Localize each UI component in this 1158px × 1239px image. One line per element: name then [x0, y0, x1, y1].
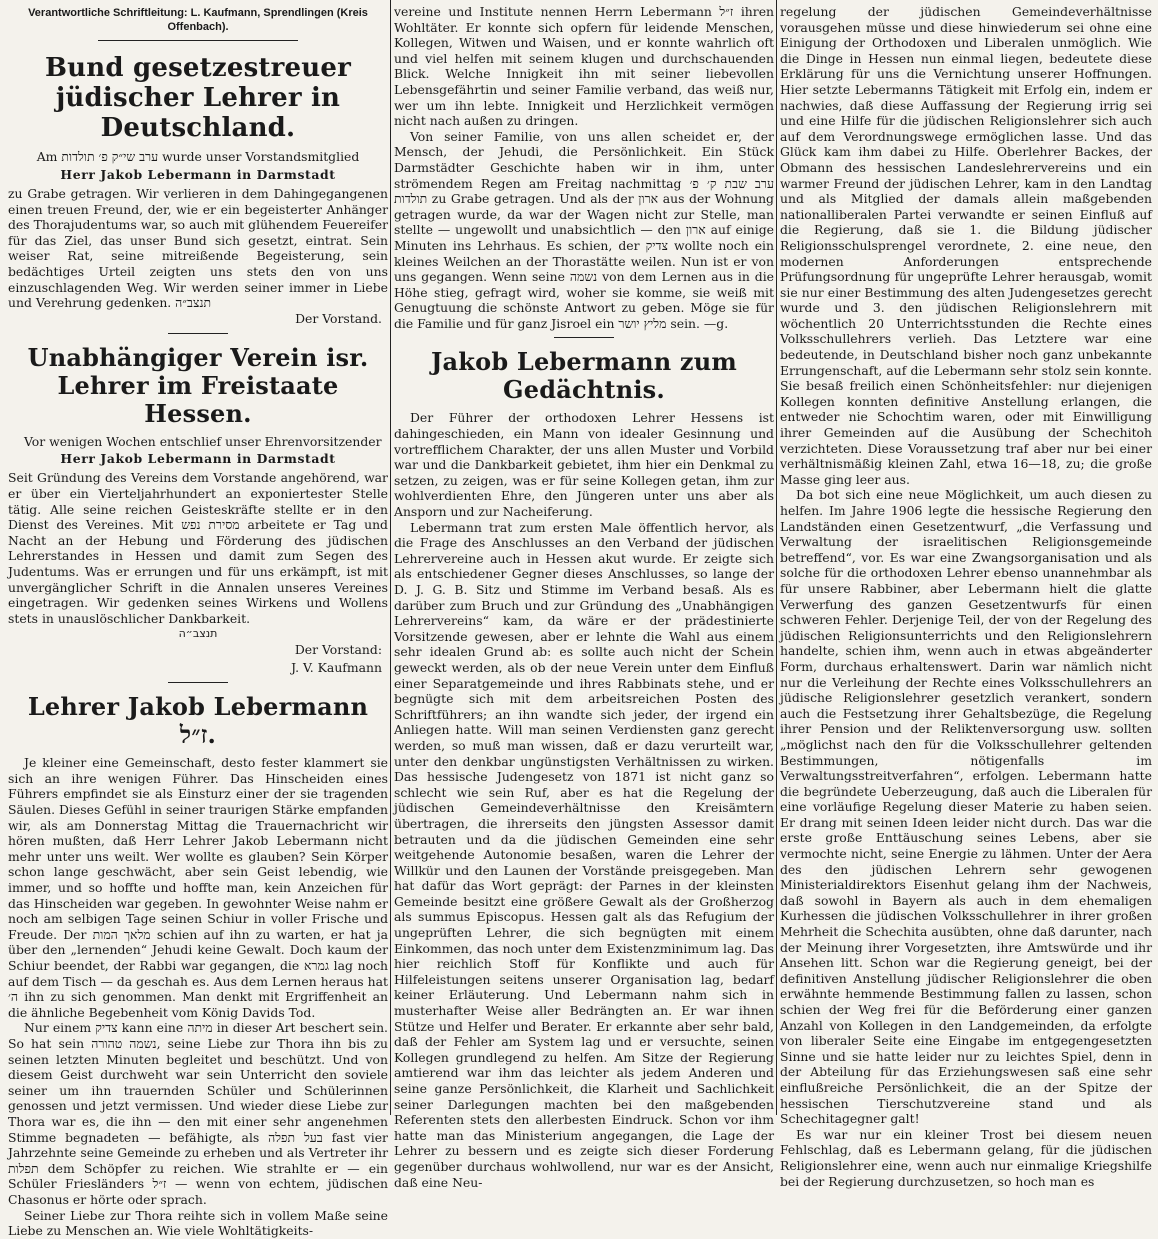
article1-body: zu Grabe getragen. Wir verlieren in dem Dahingegangenen einen treuen Freund, der, wie er ein begeisterter Anhänger des Thorajudentums war, so auch mit glühendem Feuereifer für das Ziel, das unser Bund sich gesetzt, eintrat. Sein weiser Rat, seine mitreißende Begeisterung, sein bedächtiges Urteil zeigten uns stets den von uns einzuschlagenden Weg. Wir werden seiner immer in Liebe und Verehrung gedenken. תנצב״ה — [8, 186, 388, 311]
article2-tnzbh: תנצב״ה — [178, 627, 218, 641]
article1-headline: Bund gesetzestreuer jüdischer Lehrer in Deutschland. — [44, 53, 352, 143]
divider — [98, 40, 298, 41]
article3-paragraph: Je kleiner eine Gemeinschaft, desto fester klammert sie sich an ihre wenigen Führer. Das Hinscheiden eines Führers empfindet sie als Einsturz einer der sie tragenden Säulen. Dieses Gefühl in seiner traurigen Stärke empfanden wir, als am Donnerstag Mittag die Trauernachricht wir hören mußten, daß Herr Lehrer Jakob Lebermann nicht mehr unter uns weilt. Wer wollte es glauben? Sein Körper schon lange geschwächt, aber sein Geist lebendig, wie immer, und so hoffte und hoffte man, kein Anzeichen für das Hinscheiden war gegeben. In gewohnter Weise nahm er noch am selbigen Tage seinen Schiur in voller Frische und Freude. Der מלאך המות schien auf ihn zu warten, er hat ja über den „lernenden“ Jehudi keine Gewalt. Doch kaum der Schiur beendet, der Rabbi war gegangen, die גמרא lag noch auf dem Tisch — da geschah es. Aus dem Lernen heraus hat ה׳ ihn zu sich genommen. Man denkt mit Ergriffenheit an die ähnliche Begebenheit vom König Davids Tod. — [8, 755, 388, 1020]
article4-continued-paragraph: Da bot sich eine neue Möglichkeit, um auch diesen zu helfen. Im Jahre 1906 legte die hessische Regierung den Landständen einen Gesetzentwurf, „die Verfassung und Verwaltung der israelitischen Religionsgemeinde betreffend“, vor. Es war eine Zwangsorganisation und als solche für die orthodoxen Lehrer ebenso unannehmbar als für unsere Rabbiner, aber Lebermann hielt die glatte Verwerfung des ganzen Gesetzentwurfs für einen schweren Fehler. Derjenige Teil, der von der Regelung des jüdischen Religionsunterrichts und den Religionslehrern handelte, schien ihm, wenn auch in etwas abgeänderter Form, durchaus erhaltenswert. Darin war nämlich nicht nur die Verleihung der Rechte eines Volksschullehrers an jüdische Religionslehrer gesetzlich verankert, sondern auch die Festsetzung ihrer Gehaltsbezüge, die Regelung ihrer Pension und der Reliktenversorgung usw. sollten „möglichst nach den für die Volksschullehrer geltenden Bestimmungen, nötigenfalls im Verwaltungsstreitverfahren“, erfolgen. Lebermann hatte die begründete Ueberzeugung, daß auch die Liberalen für eine vorläufige Regelung dieser Materie zu haben seien. Er drang mit seinen Ideen leider nicht durch. Das war die erste große Enttäuschung seines Lebens, aber sie vermochte nicht, seine Energie zu lähmen. Unter der Aera des den jüdischen Lehrern sehr gewogenen Ministerialdirektors Eisenhut gelang ihm der Nachweis, daß sowohl in Bayern als auch in dem ehemaligen Kurhessen die jüdischen Volksschullehrer in ihrer großen Mehrheit die Schechita ausübten, ohne daß darunter, nach der Meinung ihrer Vorgesetzten, ihre Amtswürde und ihr Ansehen litt. Schon war die Regierung geneigt, bei der definitiven Anstellung jüdischer Religionslehrer die oben erwähnte hemmende Bestimmung fallen zu lassen, schon schien der Weg frei für die Beförderung einer ganzen Anzahl von Kollegen in den Landgemeinden, da erfolgte von liberaler Seite eine Eingabe im entgegengesetzten Sinne und sie hatte leider nur zu leichtes Spiel, denn in der Abteilung für das Erziehungswesen saß eine sehr einflußreiche Persönlichkeit, die an der Spitze der hessischen Tierschutzvereine stand und als Schechitagegner galt! — [780, 487, 1152, 1127]
article4-continued-paragraph: regelung der jüdischen Gemeindeverhältnisse vorausgehen müsse und diese hinwiederum sei ohne eine Einigung der Orthodoxen und Liberalen unmöglich. Wie die Dinge in Hessen nun einmal liegen, bedeutete diese Erklärung für uns die Vernichtung unserer Hoffnungen. Hier setzte Lebermanns Tätigkeit mit Erfolg ein, indem er nachwies, daß diese Auffassung der Regierung irrig sei und eine Hilfe für die jüdischen Religionslehrer sich auch auf dem Verordnungswege ermöglichen lasse. Und das Glück kam ihm dabei zu Hilfe. Oberlehrer Backes, der Obmann des hessischen Landeslehrervereins und ein warmer Freund der jüdischen Lehrer, kam in den Landtag und als Mitglied der damals allein maßgebenden nationalliberalen Partei verwandte er seinen Einfluß auf die Regierung, daß sie 1. die Bildung jüdischer Religionsschulsprengel verordnete, 2. eine neue, den modernen Anforderungen entsprechende Prüfungsordnung für ungeprüfte Lehrer herausgab, womit sie nur einer Bestimmung des alten Judengesetzes gerecht wurde und 3. den jüdischen Religionslehrern mit wöchentlich 20 Unterrichtsstunden die Rechte eines Volksschullehrers verlieh. Das Letztere war eine bedeutende, in Deutschland bisher noch ganz unbekannte Errungenschaft, auf die Lebermann sehr stolz sein konnte. Sie besaß freilich einen Schönheitsfehler: nur diejenigen Kollegen konnten definitive Anstellung erlangen, die entweder nie Schochtim waren, oder mit Einwilligung ihrer Gemeinden auf die Ausübung der Schechitoh verzichteten. Diese Voraussetzung traf aber nur bei einer verhältnismäßig kleinen Zahl, etwa 16—18, zu; die große Masse ging leer aus. — [780, 4, 1152, 487]
column-2 — [394, 4, 775, 1190]
article4-headline: Jakob Lebermann zum Gedächtnis. — [431, 347, 737, 405]
article4-paragraph: Lebermann trat zum ersten Male öffentlich hervor, als die Frage des Anschlusses an den Verband der jüdischen Lehrervereine auch in Hessen akut wurde. Er zeigte sich als entschiedener Gegner dieses Anschlusses, so lange der D. J. G. B. Sitz und Stimme im Verband besaß. Als es darüber zum Bruch und zur Gründung des „Unabhängigen Lehrervereins“ kam, da wäre er der prädestinierte Vorsitzende gewesen, aber er lehnte die Wahl aus einem sehr idealen Grund ab: es sollte auch nicht der Schein geweckt werden, als ob der neue Verein unter dem Einfluß einer Separatgemeinde und ihres Rabbinats stehe, und er begnügte sich mit dem arbeitsreichen Posten des Schriftführers; an ihn wandte sich jeder, der irgend ein Anliegen hatte. Will man seinen Verdiensten ganz gerecht werden, so muß man wissen, daß er dazu verurteilt war, unter den denkbar ungünstigsten Verhältnissen zu wirken. Das hessische Judengesetz von 1871 ist nicht ganz so schlecht wie sein Ruf, aber es hat die Regelung der jüdischen Gemeindeverhältnisse den Kreisämtern übertragen, die ihrerseits den jüngsten Assessor damit betrauten und da die jüdischen Gemeinden eine sehr weitgehende Autonomie besaßen, waren die Lehrer der Willkür und den Launen der Vorstände preisgegeben. Man hat dafür das Wort geprägt: der Parnes in der kleinsten Gemeinde besitzt eine größere Gewalt als der Großherzog als summus Episcopus. Hessen galt als das Refugium der ungeprüften Lehrer, die sich begnügten mit einem Einkommen, das noch unter dem Existenzminimum lag. Das hier reichlich Stoff für Konflikte und auch für Hilfeleistungen seitens unserer Organisation lag, bedarf keiner Erläuterung. Und Lebermann nahm sich in musterhafter Weise aller Bedrängten an. Er war ihnen Stütze und Helfer und Berater. Er erkannte aber sehr bald, daß der Fehler am System lag und er versuchte, seinen Kollegen grundlegend zu helfen. Am Sitze der Regierung amtierend war ihm das leichter als jedem Anderen und seine ganze Persönlichkeit, die Klarheit und Sachlichkeit seiner Darlegungen machten bei den maßgebenden Referenten stets den allerbesten Eindruck. Schon vor ihm hatte man das Ministerium angegangen, die Lage der Lehrer zu bessern und es zeigte sich dieser Forderung gegenüber durchaus wohlwollend, nur war es der Ansicht, daß eine Neu- — [394, 519, 774, 1190]
article3-headline: Lehrer Jakob Lebermann ז״ל. — [27, 692, 369, 750]
divider — [554, 337, 614, 338]
article3-paragraph: Seiner Liebe zur Thora reihte sich in vollem Maße seine Liebe zu Menschen an. Wie viele Wohltätigkeits- — [8, 1207, 388, 1239]
column-rule — [390, 0, 391, 1115]
article3-paragraph: Nur einem צדיק kann eine מיתה in dieser Art beschert sein. So hat sein נשמה טהורה, seine Liebe zur Thora ihn bis zu seinen letzten Minuten begleitet und beschützt. Und von diesem Geist durchweht war sein Unterricht den soviele seiner um ihn trauernden Schüler und Schülerinnen genossen und jetzt vermissen. Und wieder diese Liebe zur Thora war es, die ihn — den mit einer sehr angenehmen Stimme begnadeten — befähigte, als בעל תפלה fast vier Jahrzehnte seine Gemeinde zu erheben und als Vertreter ihr תפלות dem Schöpfer zu reichen. Wie strahlte er — ein Schüler Friesländers ז״ל — wenn von echtem, jüdischen Chasonus er hörte oder sprach. — [8, 1020, 388, 1207]
article2-headline: Unabhängiger Verein isr. Lehrer im Freistaate Hessen. — [27, 342, 369, 428]
article3-continued-paragraph: vereine und Institute nennen Herrn Lebermann ז״ל ihren Wohltäter. Er konnte sich opfern für leidende Menschen, Kollegen, Witwen und Waisen, und er konnte wahrlich oft und viel helfen mit seinem klugen und durchschauenden Blick. Welche Innigkeit ihn mit seiner liebevollen Lebensgefährtin und seiner Familie verband, das weiß nur, wer um ihn lebte. Innigkeit und Herzlichkeit vermögen nicht nach außen zu dringen. — [394, 4, 775, 129]
column-3 — [780, 4, 1152, 1189]
article2-signature-label: Der Vorstand: — [294, 642, 382, 658]
article1-signature: Der Vorstand. — [295, 310, 382, 326]
article4-paragraph: Der Führer der orthodoxen Lehrer Hessens ist dahingeschieden, ein Mann von idealer Gesinnung und vortrefflichem Charakter, der uns allen Muster und Vorbild war und die Dankbarkeit gebietet, ihm hier ein Denkmal zu setzen, zu zeigen, was er für seine Kollegen getan, ihm zur wohlverdienten Ehre, den Jüngeren unter uns aber als Ansporn und zur Nacheiferung. — [394, 410, 774, 520]
article2-body: Seit Gründung des Vereins dem Vorstande angehörend, war er über ein Vierteljahrhundert an exponiertester Stelle tätig. Alle seine reichen Geisteskräfte stellte er in den Dienst des Vereines. Mit מסירת נפש arbeitete er Tag und Nacht an der Hebung und Förderung des jüdischen Lehrerstandes in Hessen und damit zum Segen des Judentums. Was er errungen und für uns erkämpft, ist mit unvergänglicher Schrift in die Annalen unseres Vereines eingetragen. Wir gedenken seines Wirkens und Wollens stets in unauslöschlicher Dankbarkeit. — [8, 470, 388, 626]
article2-intro: Vor wenigen Wochen entschlief unser Ehrenvorsitzender — [24, 433, 382, 449]
column-1 — [8, 4, 388, 1239]
article2-name: Herr Jakob Lebermann in Darmstadt — [60, 451, 336, 467]
masthead: Verantwortliche Schriftleitung: L. Kaufmann, Sprendlingen (Kreis Offenbach). — [28, 7, 368, 33]
article4-continued-paragraph: Es war nur ein kleiner Trost bei diesem neuen Fehlschlag, daß es Lebermann gelang, für die jüdischen Religionslehrer eine, wenn auch nur einmalige Kriegshilfe bei der Regierung durchzusetzen, so hoch man es — [780, 1126, 1152, 1189]
article2-signature-name: J. V. Kaufmann — [291, 660, 382, 676]
column-rule — [776, 0, 777, 1115]
article1-intro: Am ערב שי״ק פ׳ תולדות wurde unser Vorstandsmitglied — [36, 149, 360, 164]
article3-continued-paragraph: Von seiner Familie, von uns allen scheidet er, der Mensch, der Jehudi, die Persönlichkeit. Ein Stück Darmstädter Geschichte haben wir in ihm, unter strömendem Regen am Freitag nachmittag ערב שבת ק׳ פ׳ תולדות zu Grabe getragen. Und als der ארון aus der Wohnung getragen wurde, da war der Wagen nicht zur Stelle, man stellte — ungewollt und unabsichtlich — den ארון auf einige Minuten ins Lehrhaus. Es schien, der צדיק wollte noch ein kleines Weilchen an der Thorastätte weilen. Nun ist er von uns gegangen. Wenn seine נשמה von dem Lernen aus in die Höhe stieg, gefragt wird, woher sie komme, sie weiß mit Genugtuung die schönste Antwort zu geben. Möge sie für die Familie und für ganz Jisroel ein מליץ יושר sein. —g. — [394, 128, 774, 331]
article1-name: Herr Jakob Lebermann in Darmstadt — [60, 167, 336, 182]
divider — [168, 333, 228, 334]
divider — [168, 682, 228, 683]
